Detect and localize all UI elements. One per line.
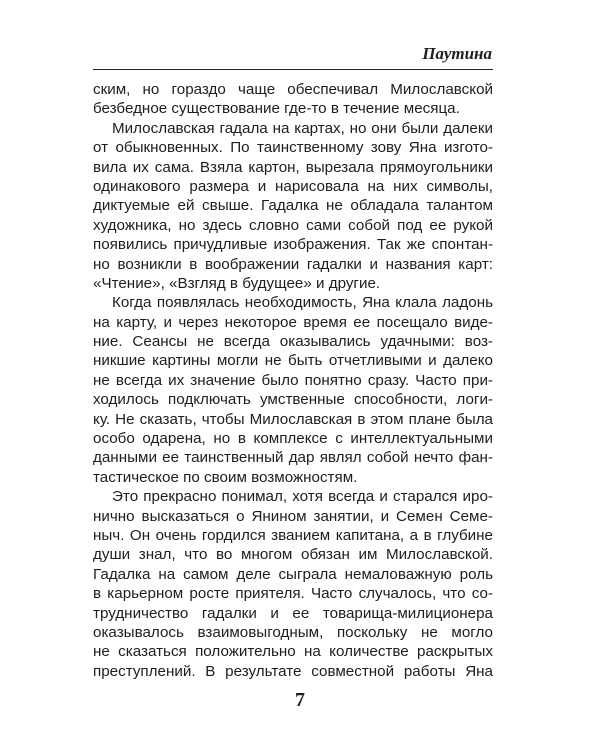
running-title: Паутина [422, 44, 492, 63]
text-line: Когда появлялась необходимость, Яна клала ладонь [112, 294, 493, 312]
text-line: оказывалось взаимовыгодным, поскольку не могло [93, 623, 493, 641]
text-line: ским, но гораздо чаще обеспечивал Милославской [93, 81, 493, 98]
text-line: диктуемые ей свыше. Гадалка не обладала талантом [93, 197, 493, 215]
text-line: на карту, и через некоторое время ее посещало виде- [93, 313, 493, 331]
text-line: трудничество гадалки и ее товарища-милиционера [93, 604, 493, 622]
text-line: но возникли в воображении гадалки и названия карт: [93, 255, 493, 273]
text-line: никшие картины могли не быть отчетливыми и далеко [93, 352, 493, 370]
page-number: 7 [295, 689, 305, 711]
text-line: ходилось подключать умственные способности, логи- [93, 391, 493, 409]
text-line: ныч. Он очень гордился званием капитана, а в глубине [93, 526, 493, 544]
text-line: вила их сама. Взяла картон, вырезала прямоугольники [93, 158, 493, 176]
text-line: «Чтение», «Взгляд в будущее» и другие. [93, 274, 381, 292]
text-line: нично высказаться о Янином занятии, и Семен Семе- [93, 507, 493, 525]
text-line: не всегда их значение было понятно сразу. Часто при- [93, 371, 493, 389]
text-line: появились причудливые изображения. Так же спонтан- [93, 236, 493, 254]
text-line: безбедное существование где-то в течение месяца. [93, 100, 460, 118]
text-line: данными ее таинственный дар являл собой нечто фан- [93, 449, 493, 467]
text-line: ку. Не сказать, чтобы Милославская в этом плане была [93, 410, 493, 428]
text-line: в карьерном росте приятеля. Часто случалось, что со- [93, 585, 493, 603]
text-line: особо одарена, но в комплексе с интеллектуальными [93, 430, 493, 448]
text-line: Гадалка на самом деле сыграла немаловажную роль [93, 565, 493, 583]
text-line: преступлений. В результате совместной работы Яна [93, 662, 493, 680]
text-line: Милославская гадала на картах, но они были далеки [112, 119, 493, 137]
text-line: тастическое по своим возможностям. [93, 468, 358, 486]
text-line: художника, но здесь словно сами собой под ее рукой [93, 216, 493, 234]
text-line: души знал, что во многом обязан им Милославской. [93, 546, 493, 564]
text-line: ние. Сеансы не всегда оказывались удачными: воз- [93, 333, 493, 351]
header-rule [93, 69, 493, 70]
body-text [93, 80, 493, 681]
text-line: одинакового размера и нарисовала на них символы, [93, 177, 493, 195]
text-line: не сказаться положительно на количестве раскрытых [93, 643, 493, 661]
text-line: Это прекрасно понимал, хотя всегда и старался иро- [112, 488, 493, 506]
text-line: от обыкновенных. По таинственному зову Яна изгото- [93, 139, 493, 157]
